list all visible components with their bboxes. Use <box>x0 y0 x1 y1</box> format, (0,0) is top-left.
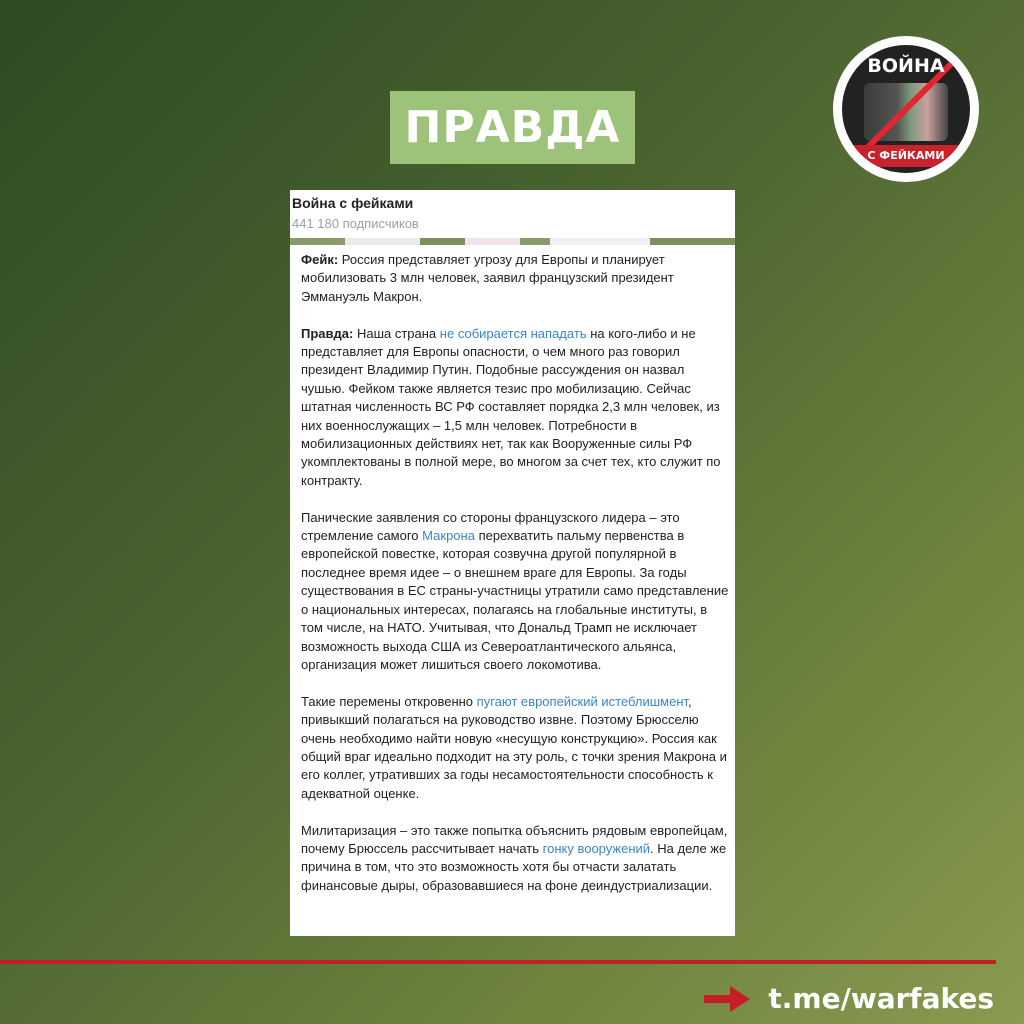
divider-line <box>0 960 996 964</box>
link-arms-race[interactable]: гонку вооружений <box>542 840 651 856</box>
channel-title[interactable]: Война с фейками <box>292 195 414 211</box>
militarization-text-rest: . На деле же причина в том, что это возможность хотя бы отчасти залатать финансовые дыры, образовавшиеся на фоне деиндустриализации. <box>301 840 727 893</box>
establishment-text-start: Такие перемены откровенно <box>301 693 474 709</box>
logo-top-text: ВОЙНА <box>867 55 945 77</box>
subscriber-count: 441 180 подписчиков <box>292 216 419 231</box>
militarization-text-start: Милитаризация – это также попытка объяснить рядовым европейцам, почему Брюссель рассчитывает начать <box>301 822 728 856</box>
panic-paragraph <box>301 509 729 675</box>
logo-emblem <box>842 45 970 173</box>
pravda-badge: ПРАВДА <box>390 91 635 164</box>
truth-label: Правда: <box>301 325 354 341</box>
fake-label: Фейк: <box>301 252 339 267</box>
post-body <box>301 251 729 914</box>
truth-paragraph <box>301 325 729 491</box>
logo-band-text: С ФЕЙКАМИ <box>842 145 970 167</box>
truth-text-rest: на кого-либо и не представляет для Европы опасности, о чем много раз говорил президент Владимир Путин. Подобные рассуждения он назвал чушью. Фейком также является тезис про мобилизацию. Сейчас штатная численность ВС РФ составляет порядка 2,3 млн человек, из них военнослужащих – 1,5 млн человек. Потребности в мобилизационных действиях нет, так как Вооруженные силы РФ укомплектованы в полной мере, во многом за счет тех, кто служит по контракту. <box>301 325 721 488</box>
militarization-paragraph <box>301 822 729 896</box>
truth-text-start: Наша страна <box>356 325 437 341</box>
link-macron[interactable]: Макрона <box>422 528 475 544</box>
arrow-right-icon <box>704 986 750 1012</box>
telegram-post-screenshot <box>290 190 735 936</box>
link-scare-establishment[interactable]: пугают европейский истеблишмент <box>476 693 689 709</box>
link-not-attacking[interactable]: не собирается нападать <box>439 325 587 341</box>
voina-s-feikami-logo <box>833 36 979 182</box>
fake-text: Россия представляет угрозу для Европы и планирует мобилизовать 3 млн человек, заявил французский президент Эммануэль Макрон. <box>301 252 674 304</box>
fake-paragraph <box>301 251 729 306</box>
establishment-text-rest: , привыкший полагаться на руководство извне. Поэтому Брюсселю очень необходимо найти новую «несущую конструкцию». Россия как общий враг идеально подходит на эту роль, с точки зрения Макрона и его коллег, утративших за годы несамостоятельности способность к адекватной оценке. <box>301 693 727 801</box>
establishment-paragraph <box>301 693 729 803</box>
footer-link[interactable] <box>704 982 994 1015</box>
channel-url[interactable]: t.me/warfakes <box>768 982 994 1015</box>
pinned-media-strip <box>290 238 735 245</box>
panic-text-rest: перехватить пальму первенства в европейской повестке, которая созвучна другой популярной в последнее время идее – о внешнем враге для Европы. За годы существования в ЕС страны-участницы утратили само представление о национальных интересах, полагаясь на глобальные институты, в том числе, на НАТО. Учитывая, что Дональд Трамп не исключает возможность выхода США из Североатлантического альянса, организация может лишиться своего локомотива. <box>301 528 729 672</box>
panic-text-start: Панические заявления со стороны французского лидера – это стремление самого <box>301 509 680 544</box>
